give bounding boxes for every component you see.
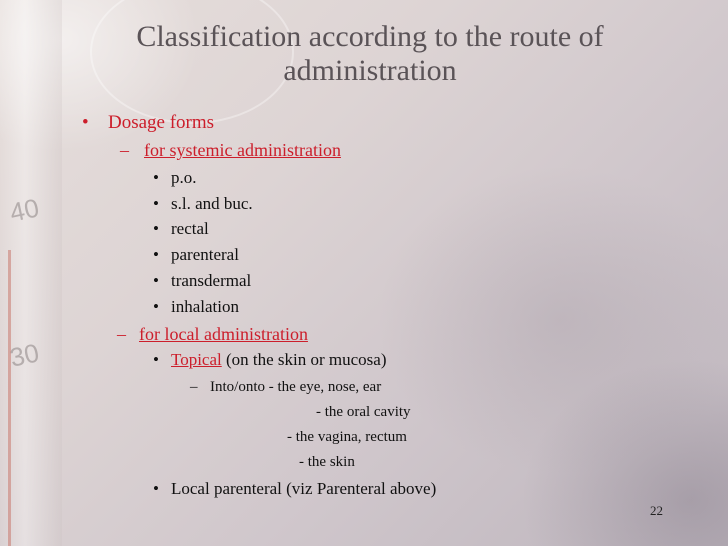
local-parenteral-text: Local parenteral (viz Parenteral above) bbox=[171, 479, 437, 498]
thermometer-mark-40: 40 bbox=[7, 192, 42, 228]
systemic-item bbox=[153, 297, 239, 317]
background-thermometer bbox=[0, 0, 62, 546]
bullet-marker: • bbox=[153, 479, 159, 498]
title-line-1: Classification according to the route of bbox=[136, 20, 604, 53]
topical-sub-line: - the skin bbox=[299, 454, 355, 470]
thermometer-mercury-line bbox=[8, 250, 11, 546]
local-parenteral-item bbox=[153, 479, 436, 499]
dosage-forms-text: Dosage forms bbox=[108, 112, 215, 133]
topical-description: (on the skin or mucosa) bbox=[221, 350, 387, 369]
topical-item bbox=[153, 350, 387, 370]
bullet-marker: • bbox=[153, 219, 159, 238]
systemic-heading-row bbox=[120, 140, 341, 161]
local-heading: for local administration bbox=[139, 324, 308, 344]
systemic-item-text: inhalation bbox=[171, 297, 239, 316]
dash-marker: – bbox=[117, 324, 126, 344]
title-line-2: administration bbox=[283, 54, 457, 87]
systemic-item bbox=[153, 245, 239, 265]
topical-sub-line: - the vagina, rectum bbox=[287, 429, 407, 445]
systemic-item-text: p.o. bbox=[171, 168, 197, 187]
page-number: 22 bbox=[650, 503, 663, 518]
bullet-marker: • bbox=[153, 194, 159, 213]
dash-marker: – bbox=[120, 140, 129, 160]
bullet-marker: • bbox=[153, 168, 159, 187]
slide-title bbox=[90, 20, 650, 88]
systemic-item-text: s.l. and buc. bbox=[171, 194, 253, 213]
local-heading-row bbox=[117, 324, 308, 345]
topical-word: Topical bbox=[171, 350, 222, 369]
systemic-item-text: parenteral bbox=[171, 245, 239, 264]
systemic-item bbox=[153, 219, 209, 239]
systemic-item bbox=[153, 168, 197, 188]
bullet-marker: • bbox=[153, 297, 159, 316]
topical-sub-text: Into/onto - the eye, nose, ear bbox=[210, 379, 382, 395]
systemic-item bbox=[153, 271, 251, 291]
systemic-item-text: rectal bbox=[171, 219, 209, 238]
bullet-dosage-forms bbox=[82, 112, 214, 134]
bullet-marker: • bbox=[153, 350, 159, 369]
topical-sub-line: - the oral cavity bbox=[316, 404, 411, 420]
systemic-heading: for systemic administration bbox=[144, 140, 341, 160]
thermometer-mark-30: 30 bbox=[7, 337, 42, 373]
topical-sub-line bbox=[190, 379, 381, 396]
systemic-item-text: transdermal bbox=[171, 271, 252, 290]
bullet-marker: • bbox=[153, 245, 159, 264]
dash-marker: – bbox=[190, 379, 198, 395]
bullet-marker: • bbox=[82, 112, 89, 133]
systemic-item bbox=[153, 194, 253, 214]
bullet-marker: • bbox=[153, 271, 159, 290]
